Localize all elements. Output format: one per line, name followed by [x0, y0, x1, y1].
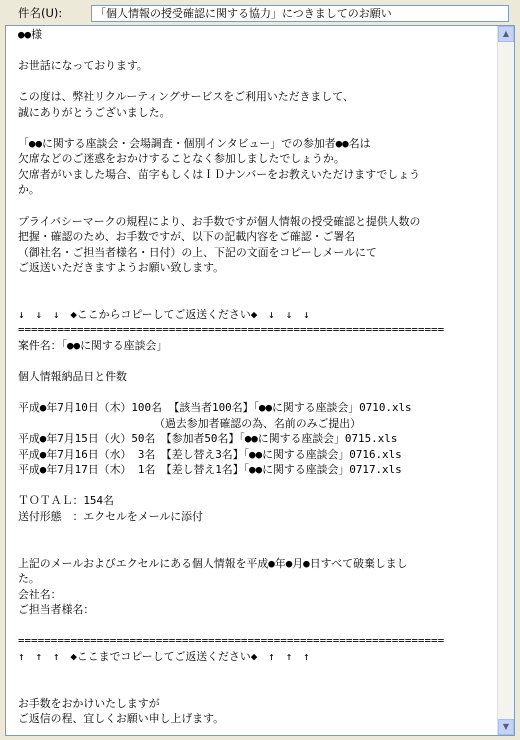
body-line: 個人情報納品日と件数	[18, 370, 127, 384]
body-line: 平成●年7月16日（水） 3名 【差し替え3名】「●●に関する座談会」0716.xls	[18, 447, 402, 461]
body-line: 欠席者がいました場合、苗字もしくはＩＤナンバーをお教えいただけますでしょう	[18, 167, 420, 181]
body-line: ↓ ↓ ↓ ◆ここからコピーしてご返送ください◆ ↓ ↓ ↓	[18, 307, 310, 321]
body-line: 把握・確認のため、お手数ですが、以下の記載内容をご確認・ご署名	[18, 230, 356, 244]
body-line: （御社名・ご担当者様名・日付）の上、下記の文面をコピーしメールにて	[18, 245, 377, 259]
body-line	[18, 478, 496, 494]
body-line: ご返信の程、宜しくお願い申し上げます。	[18, 712, 225, 726]
body-line: ↑ ↑ ↑ ◆ここまでコピーしてご返送ください◆ ↑ ↑ ↑	[18, 649, 310, 663]
body-line: プライバシーマークの規程により、お手数ですが個人情報の授受確認と提供人数の	[18, 214, 421, 228]
body-line	[18, 664, 496, 680]
body-line: 欠席などのご迷惑をおかけすることなく参加しましたでしょうか。	[18, 152, 345, 166]
body-line	[18, 540, 496, 556]
vertical-scrollbar[interactable]	[497, 26, 514, 735]
body-line	[18, 198, 496, 214]
body-line: ＴＯＴＡＬ：154名	[18, 494, 114, 508]
body-line	[18, 291, 496, 307]
body-line: 会社名：	[18, 587, 62, 601]
body-line: 案件名：「●●に関する座談会」	[18, 338, 168, 352]
body-line: か。	[18, 183, 40, 197]
body-line: お手数をおかけいたしますが	[18, 696, 160, 710]
scroll-down-icon[interactable]: ▼	[498, 719, 514, 735]
body-line: 平成●年7月17日（木） 1名 【差し替え1名】「●●に関する座談会」0717.xls	[18, 463, 402, 477]
body-line: お世話になっております。	[18, 59, 148, 73]
message-body-editor[interactable]	[5, 25, 515, 736]
body-line: 送付形態 ：エクセルをメールに添付	[18, 509, 203, 523]
body-line	[18, 353, 496, 369]
message-body-text[interactable]	[18, 27, 496, 727]
body-line: ご返送いただきますようお願い致します。	[18, 261, 225, 275]
body-line: ●●様	[18, 28, 43, 41]
body-line	[18, 43, 496, 59]
body-line	[18, 525, 496, 541]
subject-input[interactable]: 「個人情報の授受確認に関する協力」につきましてのお願い	[91, 5, 509, 22]
body-line	[18, 74, 496, 90]
subject-row	[0, 0, 520, 26]
body-line: 「●●に関する座談会・会場調査・個別インタビュー」での参加者●●名は	[18, 136, 371, 150]
body-line: 誠にありがとうございました。	[18, 105, 171, 119]
body-line: この度は、弊社リクルーティングサービスをご利用いただきまして、	[18, 90, 354, 104]
scroll-up-icon[interactable]: ▲	[498, 26, 514, 42]
body-line	[18, 385, 496, 401]
body-line: =================================================================	[18, 634, 445, 648]
body-line: （過去参加者確認の為、名前のみご提出）	[18, 416, 362, 430]
body-line: 平成●年7月10日（木）100名 【該当者100名】「●●に関する座談会」0710.xls	[18, 401, 412, 415]
body-line: ご担当者様名：	[18, 603, 95, 617]
body-line: 上記のメールおよびエクセルにある個人情報を平成●年●月●日すべて破棄しまし	[18, 556, 408, 570]
body-line	[18, 618, 496, 634]
body-line: =================================================================	[18, 323, 445, 337]
body-line	[18, 680, 496, 696]
subject-label: 件名(U):	[18, 6, 63, 20]
body-line: た。	[18, 572, 40, 586]
body-line	[18, 120, 496, 136]
body-line: 平成●年7月15日（火）50名 【参加者50名】「●●に関する座談会」0715.xls	[18, 432, 398, 446]
body-line	[18, 276, 496, 292]
